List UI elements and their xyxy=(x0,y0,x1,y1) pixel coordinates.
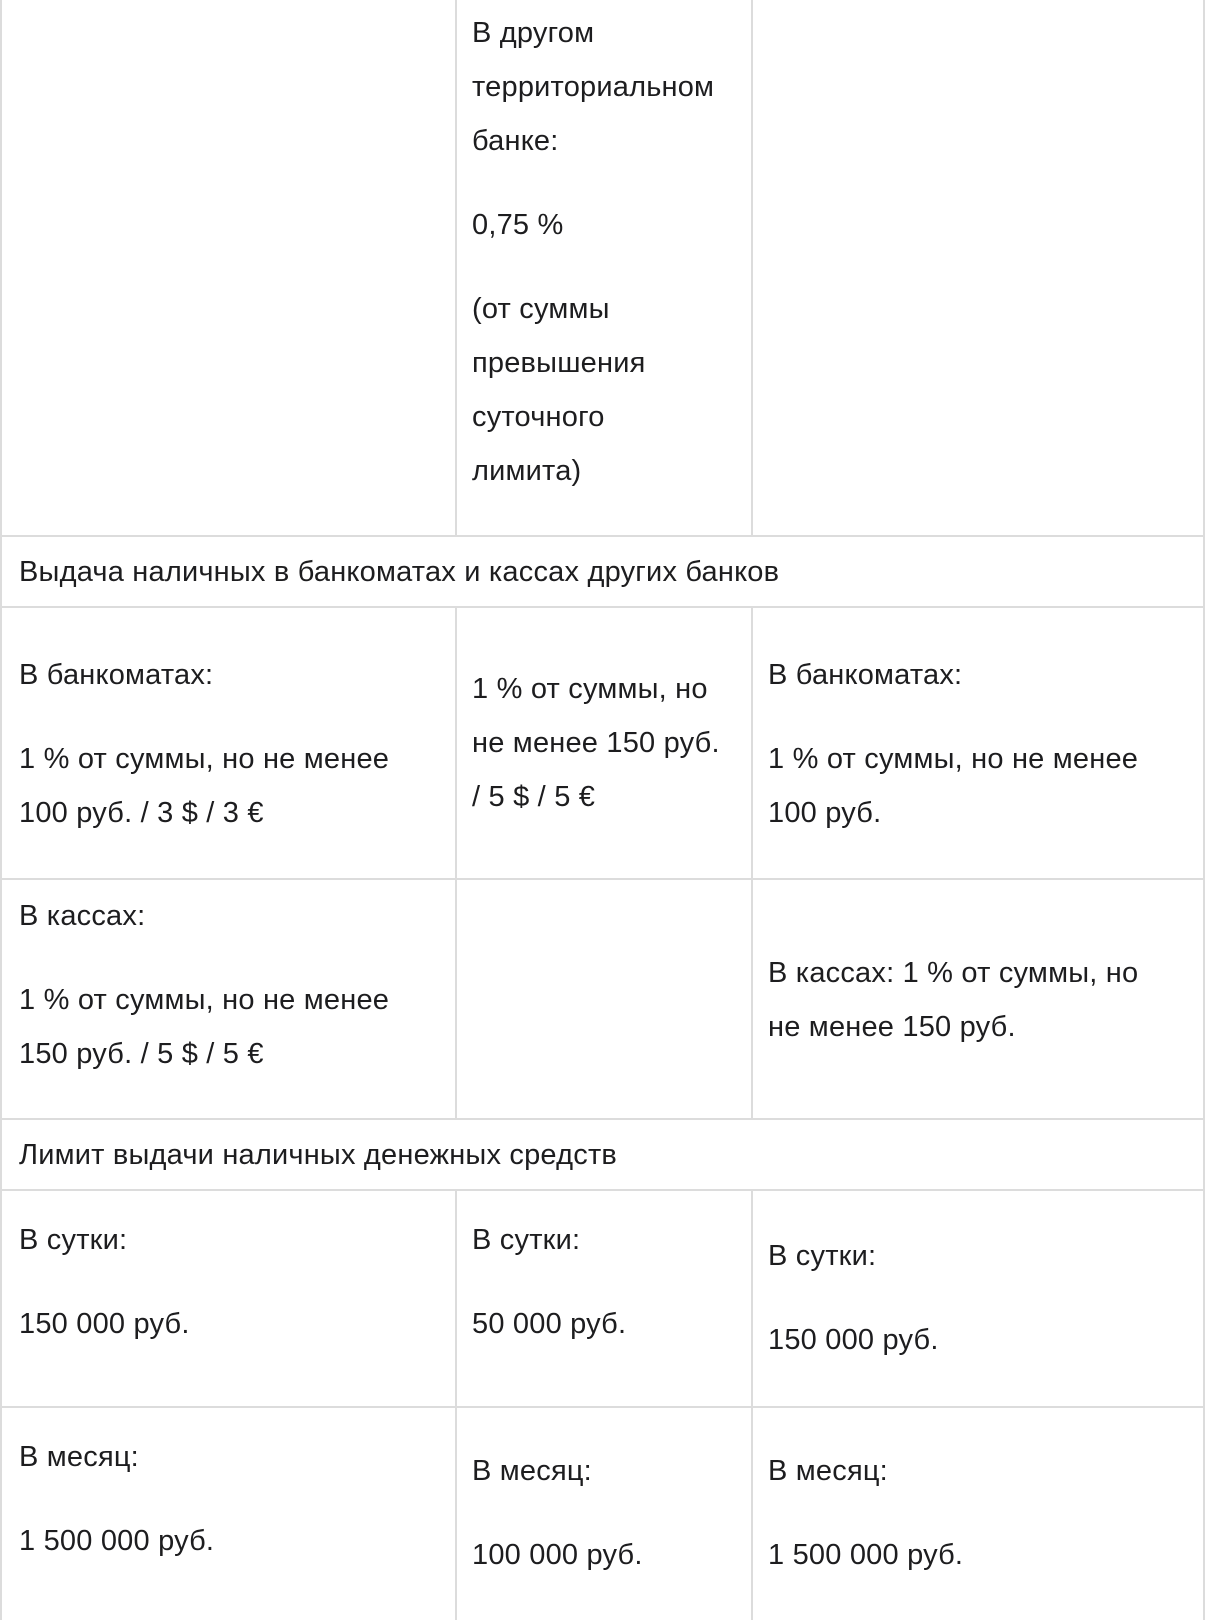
cell-label: В банкоматах: xyxy=(19,659,214,691)
cell-text: банке: xyxy=(472,125,559,157)
cell-label: В сутки: xyxy=(19,1224,128,1256)
cell-daily-col3 xyxy=(768,1229,1198,1367)
cell-text: 1 % от суммы, но не менее xyxy=(19,743,390,775)
cell-text: 100 руб. xyxy=(768,797,882,829)
cell-text: территориальном xyxy=(472,71,715,103)
section-header-limit xyxy=(19,1128,1189,1182)
cell-text: 150 руб. / 5 $ / 5 € xyxy=(19,1038,264,1070)
cell-text: превышения xyxy=(472,347,646,379)
cell-text: 1 % от суммы, но xyxy=(472,673,708,705)
cell-label: В сутки: xyxy=(768,1240,877,1272)
limit-value: 1 500 000 руб. xyxy=(19,1525,215,1557)
cell-label: В кассах: xyxy=(19,900,146,932)
row-divider xyxy=(0,606,1205,608)
limit-value: 50 000 руб. xyxy=(472,1308,627,1340)
section-title: Лимит выдачи наличных денежных средств xyxy=(19,1139,618,1171)
cell-label: В сутки: xyxy=(472,1224,581,1256)
cell-text: не менее 150 руб. xyxy=(768,1011,1016,1043)
limit-value: 150 000 руб. xyxy=(19,1308,190,1340)
cell-monthly-col1 xyxy=(19,1430,449,1568)
cell-text: 100 руб. / 3 $ / 3 € xyxy=(19,797,264,829)
cell-text: суточного xyxy=(472,401,605,433)
fee-value: 0,75 % xyxy=(472,209,564,241)
column-divider xyxy=(751,0,753,536)
cell-text: (от суммы xyxy=(472,293,610,325)
table-left-border xyxy=(0,0,2,1620)
cell-daily-col1 xyxy=(19,1213,449,1351)
cell-text: не менее 150 руб. xyxy=(472,727,720,759)
cell-label: В месяц: xyxy=(768,1455,888,1487)
cell-daily-col2 xyxy=(472,1213,747,1351)
cell-atm-col3 xyxy=(768,648,1198,840)
row-divider xyxy=(0,1189,1205,1191)
cell-atm-col2 xyxy=(472,662,747,824)
limit-value: 1 500 000 руб. xyxy=(768,1539,964,1571)
cell-cashdesk-col3 xyxy=(768,946,1198,1054)
row-divider xyxy=(0,878,1205,880)
section-header-other-banks xyxy=(19,545,1189,599)
column-divider xyxy=(751,607,753,1119)
limit-value: 100 000 руб. xyxy=(472,1539,643,1571)
column-divider xyxy=(455,607,457,1119)
cell-text: лимита) xyxy=(472,455,582,487)
section-title: Выдача наличных в банкоматах и кассах других банков xyxy=(19,556,780,588)
column-divider xyxy=(455,0,457,536)
row-divider xyxy=(0,535,1205,537)
cell-label: В месяц: xyxy=(472,1455,592,1487)
cell-monthly-col3 xyxy=(768,1444,1198,1582)
cell-text: 1 % от суммы, но не менее xyxy=(19,984,390,1016)
cell-text: В кассах: 1 % от суммы, но xyxy=(768,957,1139,989)
cell-other-territorial-bank xyxy=(472,6,747,498)
column-divider xyxy=(455,1190,457,1620)
row-divider xyxy=(0,1118,1205,1120)
limit-value: 150 000 руб. xyxy=(768,1324,939,1356)
cell-text: В другом xyxy=(472,17,595,49)
cell-cashdesk-col1 xyxy=(19,889,449,1081)
cell-atm-col1 xyxy=(19,648,449,840)
cell-text: 1 % от суммы, но не менее xyxy=(768,743,1139,775)
column-divider xyxy=(751,1190,753,1620)
row-divider xyxy=(0,1406,1205,1408)
cell-monthly-col2 xyxy=(472,1444,747,1582)
cell-text: / 5 $ / 5 € xyxy=(472,781,596,813)
cell-label: В банкоматах: xyxy=(768,659,963,691)
cell-label: В месяц: xyxy=(19,1441,139,1473)
